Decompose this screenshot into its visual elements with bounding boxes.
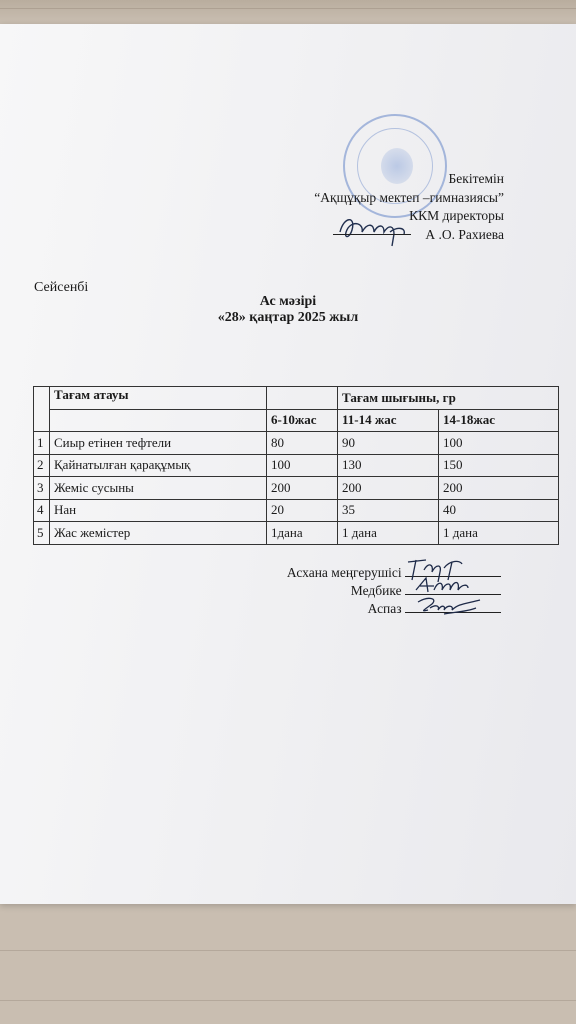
header-dish-name: Тағам атауы — [50, 387, 267, 410]
floor-seam — [0, 950, 576, 951]
age-group-2: 11-14 жас — [338, 409, 439, 432]
portion-14-18: 150 — [439, 454, 559, 477]
age-group-3: 14-18жас — [439, 409, 559, 432]
row-num: 2 — [34, 454, 50, 477]
menu-date: «28» қаңтар 2025 жыл — [217, 310, 359, 325]
approval-director-name: А .О. Рахиева — [425, 226, 504, 242]
table-header-row — [34, 387, 559, 410]
portion-11-14: 90 — [338, 432, 439, 455]
dish-name: Жас жемістер — [50, 522, 267, 545]
portion-11-14: 35 — [338, 499, 439, 522]
table-row — [34, 499, 559, 522]
table-header-num — [34, 387, 50, 432]
portion-6-10: 80 — [267, 432, 338, 455]
approval-school: “Ақщұқыр мектеп –гимназиясы” — [314, 189, 504, 205]
header-consumption: Тағам шығыны, гр — [338, 387, 559, 410]
dish-name: Қайнатылған қарақұмық — [50, 454, 267, 477]
portion-11-14: 130 — [338, 454, 439, 477]
portion-11-14: 200 — [338, 477, 439, 500]
dish-name: Жеміс сусыны — [50, 477, 267, 500]
approval-line-1: Бекітемін — [448, 171, 504, 186]
director-signature-line — [333, 234, 411, 235]
document-page — [0, 24, 576, 904]
cook-signature — [414, 594, 486, 620]
portion-14-18: 100 — [439, 432, 559, 455]
age-group-1: 6-10жас — [267, 409, 338, 432]
portion-14-18: 200 — [439, 477, 559, 500]
table-row — [34, 432, 559, 455]
nurse-label: Медбике — [350, 583, 402, 598]
portion-6-10: 20 — [267, 499, 338, 522]
approval-position: ККМ директоры — [409, 208, 504, 223]
portion-14-18: 40 — [439, 499, 559, 522]
cook-label: Аспаз — [367, 601, 402, 616]
floor-seam — [0, 8, 576, 9]
menu-title: Ас мәзірі — [259, 294, 317, 309]
portion-11-14: 1 дана — [338, 522, 439, 545]
table-row — [34, 522, 559, 545]
row-num: 3 — [34, 477, 50, 500]
dish-name: Сиыр етінен тефтели — [50, 432, 267, 455]
canteen-head-label: Асхана меңгерушісі — [286, 565, 402, 580]
age-row-empty — [50, 409, 267, 432]
portion-6-10: 1дана — [267, 522, 338, 545]
row-num: 4 — [34, 499, 50, 522]
table-age-row — [34, 409, 559, 432]
menu-table — [33, 386, 559, 545]
dish-name: Нан — [50, 499, 267, 522]
portion-14-18: 1 дана — [439, 522, 559, 545]
director-signature — [334, 210, 414, 250]
row-num: 1 — [34, 432, 50, 455]
portion-6-10: 100 — [267, 454, 338, 477]
row-num: 5 — [34, 522, 50, 545]
floor-seam — [0, 1000, 576, 1001]
weekday: Сейсенбі — [34, 280, 89, 295]
table-row — [34, 454, 559, 477]
portion-6-10: 200 — [267, 477, 338, 500]
header-empty-cell — [267, 387, 338, 410]
table-row — [34, 477, 559, 500]
